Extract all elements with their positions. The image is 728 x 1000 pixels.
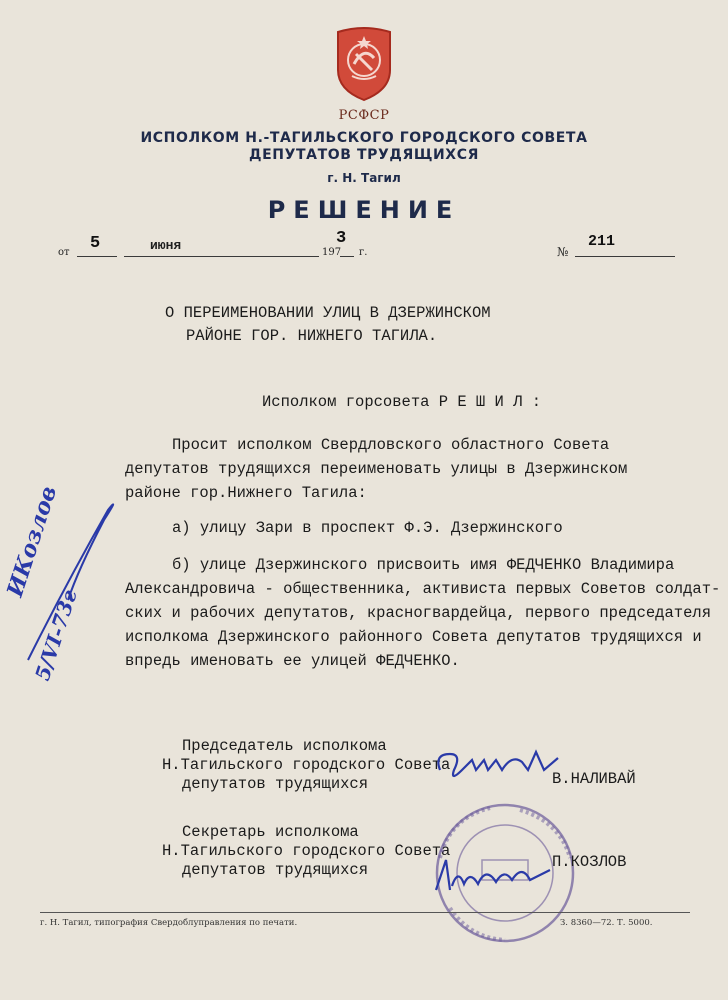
- year-underline: [340, 256, 354, 257]
- resolved-line: Исполком горсовета Р Е Ш И Л :: [262, 393, 542, 411]
- rsfsr-label: РСФСР: [338, 108, 390, 123]
- date-day: 5: [90, 234, 101, 253]
- date-ot-label: от: [58, 247, 70, 258]
- chair-name: В.НАЛИВАЙ: [552, 770, 636, 788]
- secretary-title-line2: Н.Тагильского городского Совета: [162, 842, 451, 860]
- footer-divider: [40, 912, 690, 913]
- date-year-digit: 3: [336, 229, 347, 248]
- margin-note-line2: 5/VI-73г: [30, 587, 82, 684]
- secretary-title-line1: Секретарь исполкома: [182, 823, 359, 841]
- date-g-label: г.: [359, 247, 368, 258]
- subject-line1: О ПЕРЕИМЕНОВАНИИ УЛИЦ В ДЗЕРЖИНСКОМ: [165, 304, 491, 322]
- secretary-title-line3: депутатов трудящихся: [182, 861, 369, 879]
- chair-title-line2: Н.Тагильского городского Совета: [162, 756, 451, 774]
- document-title: РЕШЕНИЕ: [267, 196, 461, 224]
- item-b-line2: Александровича - общественника, активиста первых Советов солдат-: [125, 580, 721, 598]
- number-underline: [575, 256, 675, 257]
- paragraph-1-line3: районе гор.Нижнего Тагила:: [125, 484, 367, 502]
- decision-number: 211: [588, 233, 616, 250]
- date-year-prefix: 197: [322, 247, 342, 258]
- ispolkom-title: [120, 130, 608, 164]
- number-sign: №: [557, 245, 569, 259]
- date-month: июня: [150, 238, 182, 253]
- item-b-line4: исполкома Дзержинского районного Совета депутатов трудящихся и: [125, 628, 702, 646]
- subject-line2: РАЙОНЕ ГОР. НИЖНЕГО ТАГИЛА.: [186, 327, 438, 345]
- chair-title-line3: депутатов трудящихся: [182, 775, 369, 793]
- paragraph-1-line1: Просит исполком Свердловского областного Совета: [172, 436, 610, 454]
- city-label: г. Н. Тагил: [327, 171, 401, 185]
- month-underline: [124, 256, 319, 257]
- day-underline: [77, 256, 117, 257]
- rsfsr-emblem-icon: [332, 24, 396, 102]
- item-b-line5: впредь именовать ее улицей ФЕДЧЕНКО.: [125, 652, 460, 670]
- footer-printer: г. Н. Тагил, типография Свердоблуправления по печати.: [40, 918, 298, 928]
- ispolkom-title-line2: ДЕПУТАТОВ ТРУДЯЩИХСЯ: [249, 147, 479, 163]
- ispolkom-title-line1: ИСПОЛКОМ Н.-ТАГИЛЬСКОГО ГОРОДСКОГО СОВЕТА: [140, 130, 588, 146]
- chair-title-line1: Председатель исполкома: [182, 737, 387, 755]
- secretary-name: П.КОЗЛОВ: [552, 853, 627, 871]
- item-b-line3: ских и рабочих депутатов, красногвардейца, первого председателя: [125, 604, 711, 622]
- footer-code: З. 8360—72. Т. 5000.: [560, 918, 653, 928]
- item-b-line1: б) улице Дзержинского присвоить имя ФЕДЧЕНКО Владимира: [172, 556, 675, 574]
- chair-signature-icon: [432, 740, 572, 790]
- item-a: а) улицу Зари в проспект Ф.Э. Дзержинского: [172, 519, 563, 537]
- margin-note-line1: ИКозлов: [2, 482, 63, 601]
- secretary-signature-icon: [430, 850, 570, 910]
- paragraph-1-line2: депутатов трудящихся переименовать улицы в Дзержинском: [125, 460, 628, 478]
